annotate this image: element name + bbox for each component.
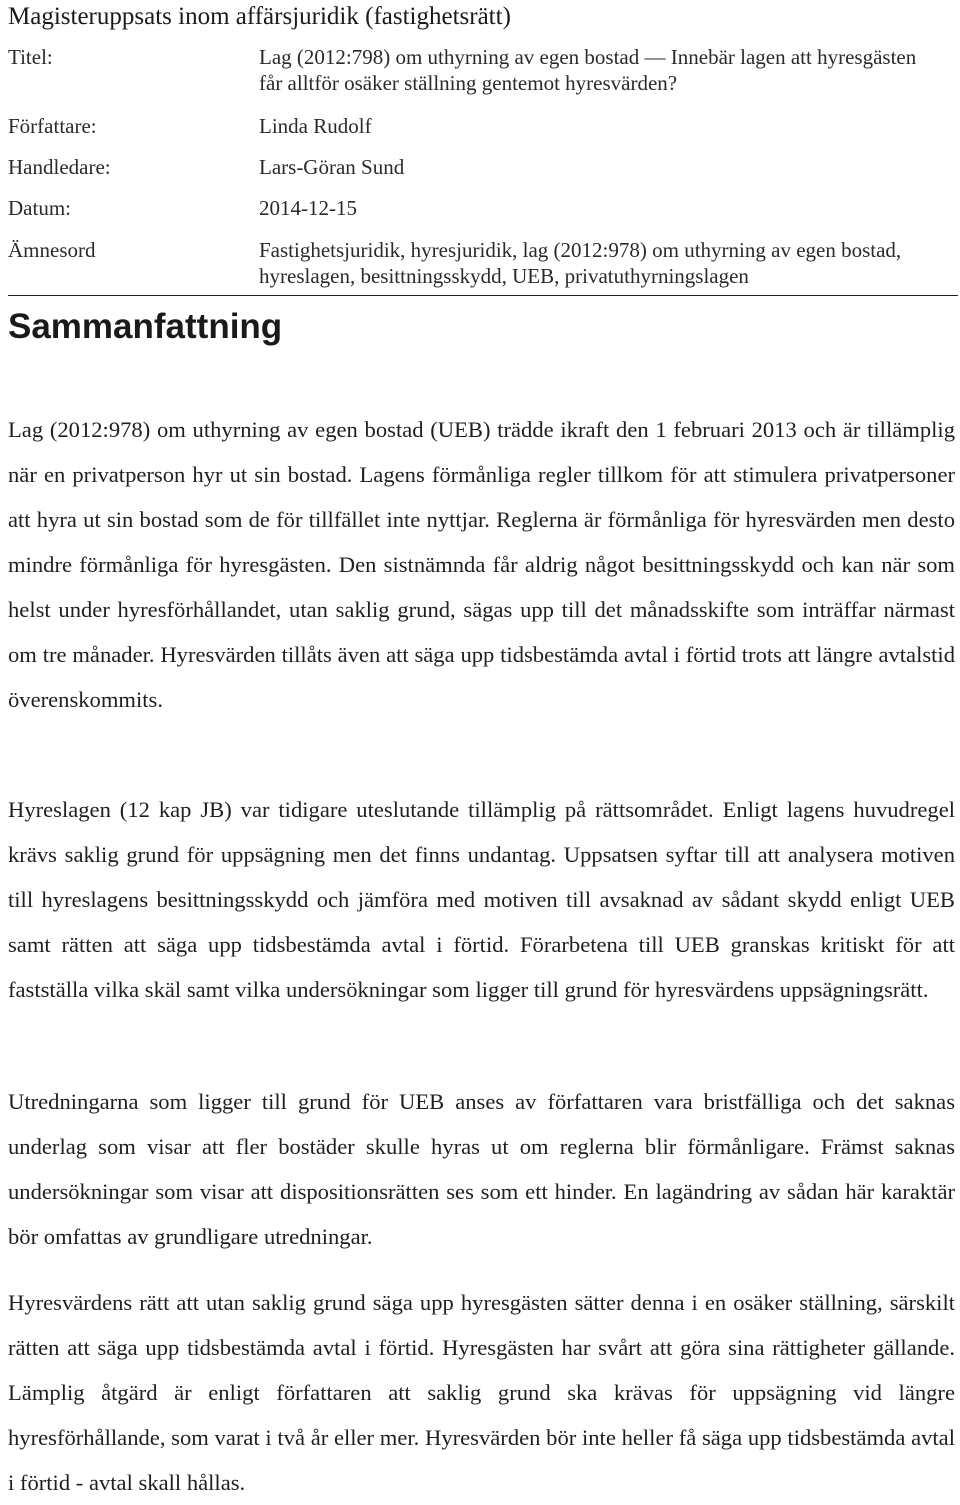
metadata-value-date: 2014-12-15 [259,196,357,220]
summary-paragraph-3: Utredningarna som ligger till grund för UEB anses av författaren vara bristfälliga och det saknas underlag som visar att fler bostäder skulle hyras ut om reglerna blir förmånligare. Främst saknas undersökningar som visar att dispositionsrätten ses som ett hinder. En lagändring av sådan här karaktär bör omfattas av grundligare utredningar. [8,1089,955,1249]
metadata-value-author: Linda Rudolf [259,114,372,138]
metadata-label-keywords: Ämnesord [8,238,96,262]
metadata-label-author: Författare: [8,114,97,138]
document-heading: Magisteruppsats inom affärsjuridik (fastighetsrätt) [8,3,511,30]
metadata-label-supervisor: Handledare: [8,155,111,179]
summary-paragraph-4: Hyresvärdens rätt att utan saklig grund säga upp hyresgästen sätter denna i en osäker ställning, särskilt rätten att säga upp tidsbestämda avtal i förtid. Hyresgästen har svårt att göra sina rättigheter gällande. Lämplig åtgärd är enligt författaren att saklig grund ska krävas för uppsägning vid längre hyresförhållande, som varat i två år eller mer. Hyresvärden bör inte heller få säga upp tidsbestämda avtal i förtid - avtal skall hållas. [8,1290,955,1495]
section-divider [8,295,958,296]
metadata-value-title: Lag (2012:798) om uthyrning av egen bostad — Innebär lagen att hyresgästen får alltför osäker ställning gentemot hyresvärden? [259,45,917,95]
summary-paragraph-1: Lag (2012:978) om uthyrning av egen bostad (UEB) trädde ikraft den 1 februari 2013 och är tillämplig när en privatperson hyr ut sin bostad. Lagens förmånliga regler tillkom för att stimulera privatpersoner att hyra ut sin bostad som de för tillfället inte nyttjar. Reglerna är förmånliga för hyresvärden men desto mindre förmånliga för hyresgästen. Den sistnämnda får aldrig något besittningsskydd och kan när som helst under hyresförhållandet, utan saklig grund, sägas upp till det månadsskifte som inträffar närmast om tre månader. Hyresvärden tillåts även att säga upp tidsbestämda avtal i förtid trots att längre avtalstid överenskommits. [8,417,955,712]
metadata-value-keywords: Fastighetsjuridik, hyresjuridik, lag (2012:978) om uthyrning av egen bostad, hyreslagen, besittningsskydd, UEB, privatuthyrningslagen [259,238,902,288]
summary-paragraph-2: Hyreslagen (12 kap JB) var tidigare uteslutande tillämplig på rättsområdet. Enligt lagens huvudregel krävs saklig grund för uppsägning men det finns undantag. Uppsatsen syftar till att analysera motiven till hyreslagens besittningsskydd och jämföra med motiven till avsaknad av sådant skydd enligt UEB samt rätten att säga upp tidsbestämda avtal i förtid. Förarbetena till UEB granskas kritiskt för att fastställa vilka skäl samt vilka undersökningar som ligger till grund för hyresvärdens uppsägningsrätt. [8,797,955,1002]
section-title-summary: Sammanfattning [8,307,283,346]
metadata-value-supervisor: Lars-Göran Sund [259,155,405,179]
metadata-label-title: Titel: [8,45,53,69]
metadata-label-date: Datum: [8,196,71,220]
